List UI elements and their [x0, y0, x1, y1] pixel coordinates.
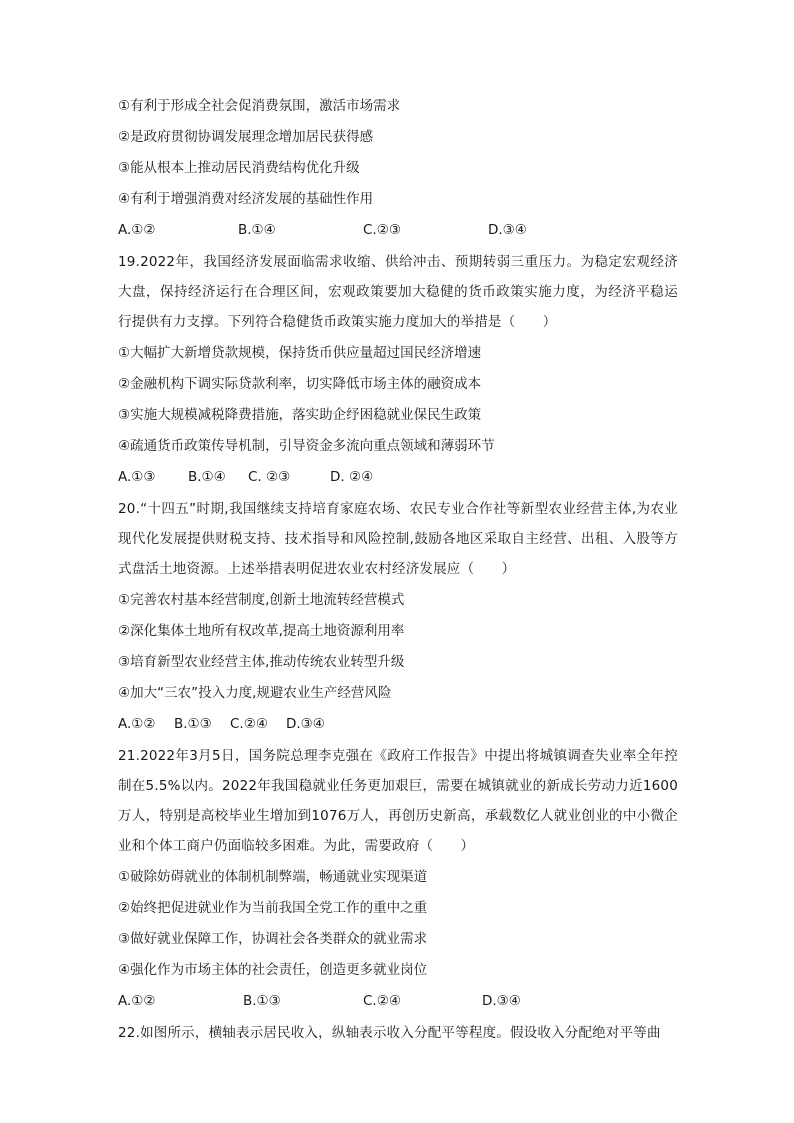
q19-choice-a: A.①③ — [118, 469, 156, 485]
q21-stem: 21.2022年3月5日，国务院总理李克强在《政府工作报告》中提出将城镇调查失业率全年控制在5.5%以内。2022年我国稳就业任务更加艰巨，需要在城镇就业的新成长劳动力近1600万人，特别是高校毕业生增加到1076万人，再创历史新高，承载数亿人就业创业的中小微企业和个体工商户仍面临较多困难。为此，需要政府（ ） — [118, 748, 678, 854]
exam-page — [118, 96, 678, 1048]
q21-choice-d: D.③④ — [482, 993, 521, 1009]
q21-choice-a: A.①② — [118, 993, 156, 1009]
q21-option-1: ①破除妨碍就业的体制机制弊端，畅通就业实现渠道 — [118, 869, 428, 885]
q20-choices — [118, 714, 678, 745]
q19-option-1: ①大幅扩大新增贷款规模，保持货币供应量超过国民经济增速 — [118, 345, 482, 361]
q18-option-4: ④有利于增强消费对经济发展的基础性作用 — [118, 191, 374, 207]
q19-option-4: ④疏通货币政策传导机制，引导资金多流向重点领域和薄弱环节 — [118, 438, 495, 454]
q20-choice-d: D.③④ — [286, 716, 325, 732]
q20-option-1: ①完善农村基本经营制度,创新土地流转经营模式 — [118, 592, 405, 608]
q20-choice-b: B.①③ — [174, 716, 212, 732]
q18-option-1: ①有利于形成全社会促消费氛围，激活市场需求 — [118, 98, 401, 114]
question-18 — [118, 96, 678, 251]
question-21 — [118, 741, 678, 1022]
q21-choice-c: C.②④ — [363, 993, 401, 1009]
question-22 — [118, 1018, 678, 1048]
q21-option-2: ②始终把促进就业作为当前我国全党工作的重中之重 — [118, 900, 428, 916]
q19-choice-d: D. ②④ — [330, 469, 374, 485]
q20-stem: 20.“十四五”时期,我国继续支持培育家庭农场、农民专业合作社等新型农业经营主体,为农业现代化发展提供财税支持、技术指导和风险控制,鼓励各地区采取自主经营、出租、入股等方式盘活土地资源。上述举措表明促进农业农村经济发展应（ ） — [118, 501, 678, 577]
q18-option-2: ②是政府贯彻协调发展理念增加居民获得感 — [118, 129, 374, 145]
question-20 — [118, 494, 678, 745]
q21-option-4: ④强化作为市场主体的社会责任，创造更多就业岗位 — [118, 962, 428, 978]
q21-choice-b: B.①③ — [243, 993, 281, 1009]
question-19 — [118, 247, 678, 498]
q20-option-2: ②深化集体土地所有权改革,提高土地资源利用率 — [118, 623, 405, 639]
q19-choice-c: C. ②③ — [248, 469, 291, 485]
q18-choice-d: D.③④ — [488, 222, 527, 238]
q21-option-3: ③做好就业保障工作，协调社会各类群众的就业需求 — [118, 931, 428, 947]
q20-choice-a: A.①② — [118, 716, 156, 732]
q21-choices — [118, 991, 678, 1022]
q20-choice-c: C.②④ — [230, 716, 268, 732]
q18-choice-a: A.①② — [118, 222, 156, 238]
q18-choice-b: B.①④ — [238, 222, 276, 238]
q18-choice-c: C.②③ — [363, 222, 401, 238]
q19-option-2: ②金融机构下调实际贷款利率，切实降低市场主体的融资成本 — [118, 376, 482, 392]
q19-stem: 19.2022年，我国经济发展面临需求收缩、供给冲击、预期转弱三重压力。为稳定宏观经济大盘，保持经济运行在合理区间，宏观政策要加大稳健的货币政策实施力度，为经济平稳运行提供有力支撑。下列符合稳健货币政策实施力度加大的举措是（ ） — [118, 254, 678, 330]
q20-option-3: ③培育新型农业经营主体,推动传统农业转型升级 — [118, 654, 405, 670]
q19-option-3: ③实施大规模减税降费措施，落实助企纾困稳就业保民生政策 — [118, 407, 482, 423]
q18-option-3: ③能从根本上推动居民消费结构优化升级 — [118, 160, 360, 176]
q22-stem: 22.如图所示，横轴表示居民收入，纵轴表示收入分配平等程度。假设收入分配绝对平等曲 — [118, 1025, 661, 1041]
q19-choice-b: B.①④ — [188, 469, 226, 485]
q19-choices — [118, 467, 678, 498]
q18-choices — [118, 220, 678, 251]
q20-option-4: ④加大“三农”投入力度,规避农业生产经营风险 — [118, 685, 392, 701]
